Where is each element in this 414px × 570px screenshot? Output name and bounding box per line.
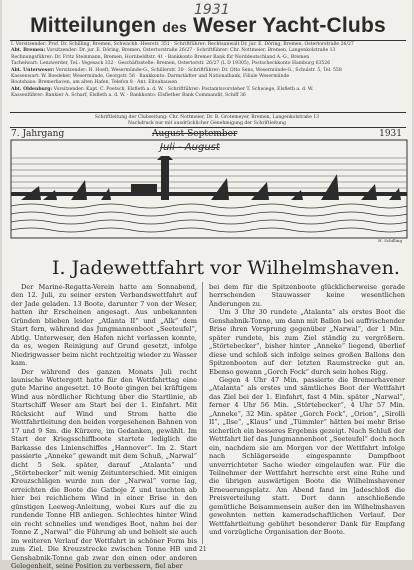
page-number: 21 bbox=[199, 546, 207, 553]
masthead-title-des: des bbox=[162, 19, 187, 35]
masthead-title-part2: Weser Yacht-Clubs bbox=[193, 14, 386, 37]
handwritten-year-annotation: 1931 bbox=[194, 2, 230, 18]
article-paragraph: Gegen 4 Uhr 47 Min. passierte die Bremerhavener „Atalanta“ als erstes und sämtliches Boot der Wettfahrt das Ziel bei der 1. Einfahrt, fast 4 Min. später „Narwal“, ferner 4 Uhr 56 Min. „Störtebecker“, 4 Uhr 57 Min. „Anneke“, 32 Min. später „Gorch Fock“, „Orion“, „Sirolli II“, „Ilse“, „Klaus“ und „Tümmler“ hätten bei mehr Brise sicherlich ein besseres Ergebnis gezeigt. Nach Schluß der Wettfahrt lief das Jungmannenboot „Seeteufel“ doch noch ein, nachdem sie am Morgen vor der Wettfahrt infolge nach Schlägerseide eingespannte Dampfboot unverrichteter Sache wieder eingelaufen war. Für die Teilnehmer der Wettfahrt herrschte erst eine Ruhe und die übrigen auswärtigen Boote die Wilhelmshavener Erneuerungsplatz. Am Abend fand im Jadeschloß die Preisverteilung statt. Dort dann anschließende gemütliche Beisammensein außer den im Wilhelmshaven gewohnten netten kameradschaftlichen Verlauf. Der Wettfahrtleitung gebührt besonderer Dank für Empfang und vorzügliche Organisation der Boote. bbox=[209, 375, 405, 537]
officer-line: Kassenführer: Bankier A. Scharf, Elsfleth a. d. W. · Bankkonto: Elsflether Bank Commandit, Schiff 36 bbox=[11, 93, 246, 99]
newsletter-page bbox=[2, 0, 412, 570]
harbor-illustration bbox=[11, 140, 407, 238]
month-printed-struck: August-September bbox=[152, 129, 238, 139]
officer-line: Bootshaus: Bremerhaven, am alten Hafen, Telefon 8 · Ant. Eiteahausen bbox=[11, 80, 178, 86]
handwritten-month: Juli - August bbox=[160, 142, 220, 153]
article-paragraph: Der Marine-Regatta-Verein hatte am Sonnabend, den 12. Juli, zu seiner ersten Verbandswettfahrt auf der Jade geladen. 13 Boote, darunter 7 von der Weser, hatten ihr Erscheinen angesagt. Aus unbekannten Gründen blieben leider „Atlanta II“ und „Alk“ dem Start fern, während das Jungmannenboot „Seeteufel“, Abtlg. Unterweser, den Hafen nicht verlassen konnte, da es, wegen Reinigung auf Grund gesetzt, infolge Niedrigwasser beim nicht rechtzeitig wieder zu Wasser kam. bbox=[11, 283, 197, 368]
officer-line: Abt. Unterweser: Vorsitzender: H. Hoeft, Wesermünde-G., Schillerstr. 30 · Schriftführer: Dr. Otto Sens, Wesermünde-G., Schulstr. 5, Tel. 558 bbox=[11, 67, 342, 73]
masthead-title-part1: Mitteilungen bbox=[30, 14, 157, 37]
officer-line: Rechnungsführer: Dr. Fritz Steinmann, Bremen, Hornbeldtstr. 41 · Bankkonto Bremer Bank für Norddeutschland A.-G., Bremen bbox=[11, 54, 310, 60]
masthead-title bbox=[8, 14, 408, 38]
column-divider bbox=[202, 282, 203, 544]
article-column-left bbox=[11, 283, 197, 570]
officer-line: Abt. Bremen: Vorsitzender: Dr. jur. E. Döring, Bremen, Ostertorstraße 26/27 · Schriftführer: Chr. Nottmeier, Bremen, Langenkolstraße 13 bbox=[11, 48, 336, 54]
masthead-rule-top bbox=[10, 40, 406, 41]
issue-rule bbox=[10, 127, 406, 128]
article-column-right bbox=[209, 283, 405, 537]
volume-label: 7. Jahrgang bbox=[11, 129, 65, 139]
illustration-credit: H. Schilling bbox=[378, 238, 402, 243]
article-paragraph: Der während des ganzen Monats Juli recht launische Wettergott hatte für den Wettfahrttag eine gute Marine angesetzt. 10 Boote gingen bei kräftigem Wind aus nördlicher Richtung über die Startlinie, ab Startschiff Weser am Start bei der 1. Einfahrt. Mit Rücksicht auf Wind und Strom hatte die Wettfahrtleitung den beiden vorgesehenen Bahnen von 17 und 9 Sm. die Kürzere, im Gedanken, gewählt. Im Start der Kriegsschiffboote startete lediglich die Barkasse des Linienschiffes „Hannover“. Im 2. Start passierte „Anneke“ gewandt mit dem Schuß, „Narwal“ dicht 5 Sek. später, darauf „Atalanta“ und „Störtebecker“ mit wenig Zeitunterschied. Mit einigen Kreuzschlägen wurde nun der „Narwal“ vorne lag, erreichten die Boote die Gatboje Z und tauchten ab hier bei reichlichem Wind in einer Brise in den günstigen Leeweg-Anleitung, wobei Kurs auf die zu rundende Tonne HB anliegen. Schlechtes hinter Wind ein recht schnelles und wendiges Boot, nahm bei der Tonne Z „Narwal“ die Führung ab und behielt sie auch im weiteren Verlauf der Wettfahrt in schöner Form bis zum Ziel. Die Kreuzstrecke zwischen Tonne HB und Genshabnik-Tonne gab zwar den einen oder anderen Gelegenheit, seine Position zu verbessern, fiel aber bbox=[11, 367, 197, 570]
officers-block bbox=[11, 42, 407, 100]
article-paragraph: Um 3 Uhr 30 rundete „Atalanta“ als erstes Boot die Genshabnik-Tonne, um dann mit Ballon bei auffrischender Brise ihren Vorsprung gegenüber „Narwal“, der 1 Min. später rundete, bis zum Ziel ständig zu vergrößern. „Störtebecker“, bisher hinter „Anneke“ liegend, überlief diese und schloß sich infolge seines großen Ballons den Spitzenbooten auf der letzten Raumstrecke gut an. Ebenso gewann „Gorch Fock“ durch sein hohes Rigg. bbox=[209, 308, 405, 376]
article-headline: I. Jadewettfahrt vor Wilhelmshaven. bbox=[52, 257, 400, 279]
officer-line: Kassenwart: W. Boedeker, Wesermünde, Georgstr. 56 · Bankkonto: Darmstädter und Nationalbank, Filiale Wesermünde bbox=[11, 74, 290, 80]
issue-year: 1931 bbox=[379, 129, 402, 139]
officer-line: Abt. Oldenburg: Vorsitzender: Kapt. C. Poetsch, Elsfleth a. d. W. · Schriftführer: Postamtsvorsteher T. Schwiege, Elsfleth a. d. W. bbox=[11, 86, 314, 92]
article-paragraph: bei dem für die Spitzenboote glücklicherweise gerade herrschenden Stauwasser keine wesentlichen Änderungen zu. bbox=[209, 283, 405, 308]
officers-rule bbox=[10, 112, 406, 113]
publication-note: Schriftleitung der Clubzeitung: Chr. Nottmeier, Dr. B. Grotemeyer, Bremen, Langenkolstraße 13 Nachdruck nur mit ausdrücklicher Genehmigung der Schriftleitung bbox=[94, 115, 320, 126]
officer-line: Tachelwart: Lenzwerder, Tel.: Vegesack 332 · Geschäftsstelle: Bremen, Ostertorstr. 26/27 (L D 19305), Postscheckkonto Hamburg 63526 bbox=[11, 61, 331, 67]
officer-line: I. Vorsitzender: Prof. Dr. Schilling, Bremen, Schwachh.-Heerstr. 351 · Schriftführer: Rechtsanwalt Dr. jur. E. Döring, Bremen, Ostertorstraße 26/27 bbox=[11, 42, 354, 47]
